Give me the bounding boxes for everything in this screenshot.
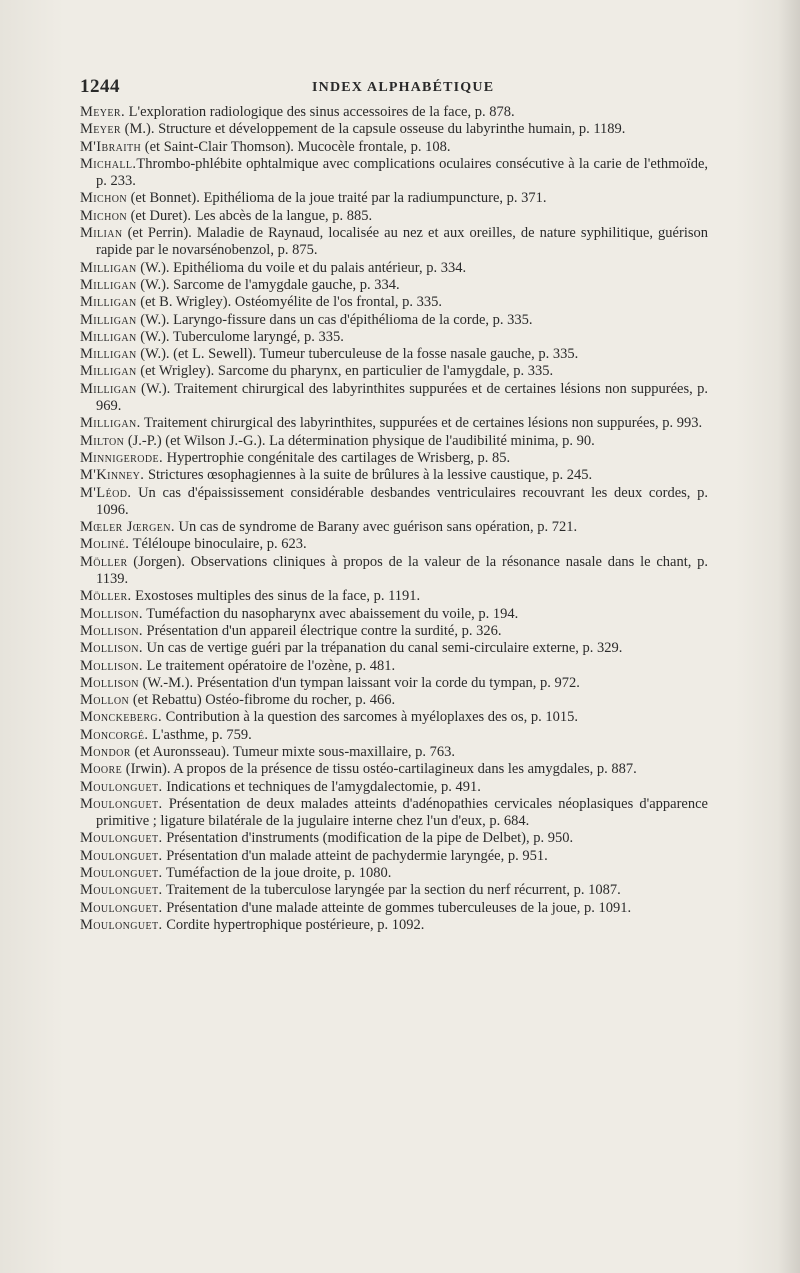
entry-author: Milligan. [80,415,141,432]
entry-author: Michon [80,190,127,207]
index-entry [80,381,708,416]
index-entry [80,900,708,917]
entry-text: Indications et techniques de l'amygdalectomie, p. 491. [162,778,481,795]
index-entry [80,139,708,156]
entry-text: (W.). Sarcome de l'amygdale gauche, p. 334. [136,276,400,293]
index-entry [80,225,708,260]
index-entry [80,709,708,726]
entry-text: (et B. Wrigley). Ostéomyélite de l'os frontal, p. 335. [136,294,443,311]
index-entry [80,640,708,657]
entry-author: Milligan [80,294,137,311]
index-entry [80,363,708,380]
index-entry [80,588,708,605]
entry-author: Monckeberg. [80,709,163,726]
index-entry [80,727,708,744]
entry-text: Un cas d'épaississement considérable desbandes ventriculaires recouvrant les deux cordes, p. 1096. [96,484,708,518]
entry-author: M'Léod. [80,484,132,501]
entry-text: Traitement de la tuberculose laryngée par la section du nerf récurrent, p. 1087. [162,882,621,899]
index-entry [80,692,708,709]
index-entry [80,796,708,831]
entry-text: (Irwin). A propos de la présence de tissu ostéo-cartilagineux dans les amygdales, p. 887. [122,761,637,778]
entry-text: Téléloupe binoculaire, p. 623. [129,536,307,553]
entry-author: Michon [80,207,127,224]
entry-author: M'Ibraith [80,138,142,155]
index-entry [80,260,708,277]
entry-text: (W.). Laryngo-fissure dans un cas d'épithélioma de la corde, p. 335. [136,311,533,328]
index-entries [80,104,708,934]
entry-text: (W.). Traitement chirurgical des labyrinthites suppurées et de certaines lésions non suppurées, p. 969. [96,380,708,415]
entry-author: Moncorgé. [80,726,149,743]
entry-author: Moulonguet. [80,882,163,899]
index-entry [80,450,708,467]
entry-text: Présentation d'un appareil électrique contre la surdité, p. 326. [142,622,502,639]
entry-text: (et Bonnet). Epithélioma de la joue traité par la radiumpuncture, p. 371. [126,190,547,207]
entry-author: Moulonguet. [80,795,163,812]
entry-text: (W.). Epithélioma du voile et du palais antérieur, p. 334. [136,259,467,276]
entry-author: Moulonguet. [80,830,163,847]
entry-author: Meyer [80,121,122,138]
entry-text: Présentation d'un malade atteint de pachydermie laryngée, p. 951. [162,847,548,864]
entry-text: (et Perrin). Maladie de Raynaud, localisée au nez et aux oreilles, de nature syphilitique, guérison rapide par le novarsénobenzol, p. 875. [96,225,708,259]
entry-text: L'exploration radiologique des sinus accessoires de la face, p. 878. [125,104,515,120]
entry-text: Présentation d'une malade atteinte de gommes tuberculeuses de la joue, p. 1091. [162,899,632,916]
entry-author: Mollison [80,674,139,691]
index-entry [80,917,708,934]
entry-text: (W.). Tuberculome laryngé, p. 335. [136,328,344,345]
index-entry [80,830,708,847]
entry-text: (W.-M.). Présentation d'un tympan laissant voir la corde du tympan, p. 972. [138,674,580,691]
index-entry [80,848,708,865]
index-entry [80,536,708,553]
entry-author: M'Kinney. [80,467,145,484]
index-entry [80,312,708,329]
entry-text: Cordite hypertrophique postérieure, p. 1092. [162,916,425,933]
index-entry [80,104,708,121]
entry-text: Présentation d'instruments (modification de la pipe de Delbet), p. 950. [162,830,574,847]
index-entry [80,658,708,675]
entry-author: Möller. [80,588,132,605]
index-entry [80,779,708,796]
index-entry [80,882,708,899]
entry-author: Milian [80,225,123,242]
entry-text: (et Wrigley). Sarcome du pharynx, en particulier de l'amygdale, p. 335. [136,363,554,380]
index-entry [80,675,708,692]
entry-text: (et Auronsseau). Tumeur mixte sous-maxillaire, p. 763. [130,743,456,760]
entry-author: Milligan [80,328,137,345]
entry-author: Mollon [80,692,130,709]
entry-author: Moliné. [80,536,130,553]
entry-text: (W.). (et L. Sewell). Tumeur tuberculeuse de la fosse nasale gauche, p. 335. [136,346,579,363]
index-entry [80,606,708,623]
entry-text: (et Rebattu) Ostéo-fibrome du rocher, p. 466. [129,692,396,709]
entry-author: Moulonguet. [80,847,163,864]
index-entry [80,208,708,225]
index-entry [80,865,708,882]
entry-text: Tuméfaction du nasopharynx avec abaissement du voile, p. 194. [142,605,519,622]
entry-text: (Jorgen). Observations cliniques à propos de la valeur de la résonance nasale dans le chant, p. 1139. [96,553,708,588]
entry-text: Un cas de vertige guéri par la trépanation du canal semi-circulaire externe, p. 329. [142,640,623,657]
index-entry [80,156,708,191]
entry-text: Traitement chirurgical des labyrinthites, suppurées et de certaines lésions non suppurées, p. 993. [140,415,703,432]
entry-author: Milligan [80,311,137,328]
entry-author: Michall. [80,155,137,172]
entry-text: Exostoses multiples des sinus de la face, p. 1191. [131,588,421,605]
entry-author: Meyer. [80,104,126,120]
page-number: 1244 [80,76,120,97]
entry-text: Un cas de syndrome de Barany avec guérison sans opération, p. 721. [174,519,578,536]
index-entry [80,121,708,138]
entry-author: Möller [80,553,128,570]
entry-author: Moulonguet. [80,916,163,933]
index-entry [80,329,708,346]
entry-author: Milligan [80,346,137,363]
entry-text: Présentation de deux malades atteints d'adénopathies cervicales néoplasiques d'apparence primitive ; ligature bilatérale de la jugulaire interne chez l'un d'eux, p. 684. [96,795,708,830]
entry-text: (et Saint-Clair Thomson). Mucocèle frontale, p. 108. [141,138,451,155]
entry-author: Minnigerode. [80,449,163,466]
entry-author: Mollison. [80,640,143,657]
entry-author: Moulonguet. [80,778,163,795]
entry-text: Le traitement opératoire de l'ozène, p. 481. [142,657,396,674]
entry-author: Milton [80,432,125,449]
entry-author: Moulonguet. [80,899,163,916]
entry-author: Milligan [80,380,137,397]
entry-author: Mondor [80,743,131,760]
index-entry [80,467,708,484]
index-entry [80,433,708,450]
index-entry [80,623,708,640]
entry-text: Strictures œsophagiennes à la suite de brûlures à la lessive caustique, p. 245. [144,467,593,484]
index-entry [80,519,708,536]
index-entry [80,346,708,363]
entry-author: Mollison. [80,622,143,639]
entry-text: Thrombo-phlébite ophtalmique avec complications oculaires consécutive à la carie de l'ethmoïde, p. 233. [96,155,708,190]
index-entry [80,761,708,778]
index-entry [80,415,708,432]
entry-author: Mœler Jœrgen. [80,519,175,536]
entry-text: (et Duret). Les abcès de la langue, p. 885. [126,207,373,224]
entry-author: Moulonguet. [80,865,163,882]
index-entry [80,485,708,520]
entry-author: Mollison. [80,657,143,674]
entry-author: Milligan [80,276,137,293]
entry-author: Milligan [80,259,137,276]
entry-text: Contribution à la question des sarcomes à myéloplaxes des os, p. 1015. [162,709,579,726]
page-header [80,76,720,100]
index-entry [80,744,708,761]
entry-text: L'asthme, p. 759. [148,726,252,743]
index-entry [80,277,708,294]
entry-text: Hypertrophie congénitale des cartilages de Wrisberg, p. 85. [162,449,511,466]
entry-author: Moore [80,761,123,778]
entry-text: Tuméfaction de la joue droite, p. 1080. [162,865,392,882]
index-entry [80,554,708,589]
entry-text: (M.). Structure et développement de la capsule osseuse du labyrinthe humain, p. 1189. [121,121,626,138]
index-entry [80,190,708,207]
entry-text: (J.-P.) (et Wilson J.-G.). La détermination physique de l'audibilité minima, p. 90. [124,432,595,449]
entry-author: Milligan [80,363,137,380]
index-entry [80,294,708,311]
entry-author: Mollison. [80,605,143,622]
running-title: INDEX ALPHABÉTIQUE [312,80,495,95]
